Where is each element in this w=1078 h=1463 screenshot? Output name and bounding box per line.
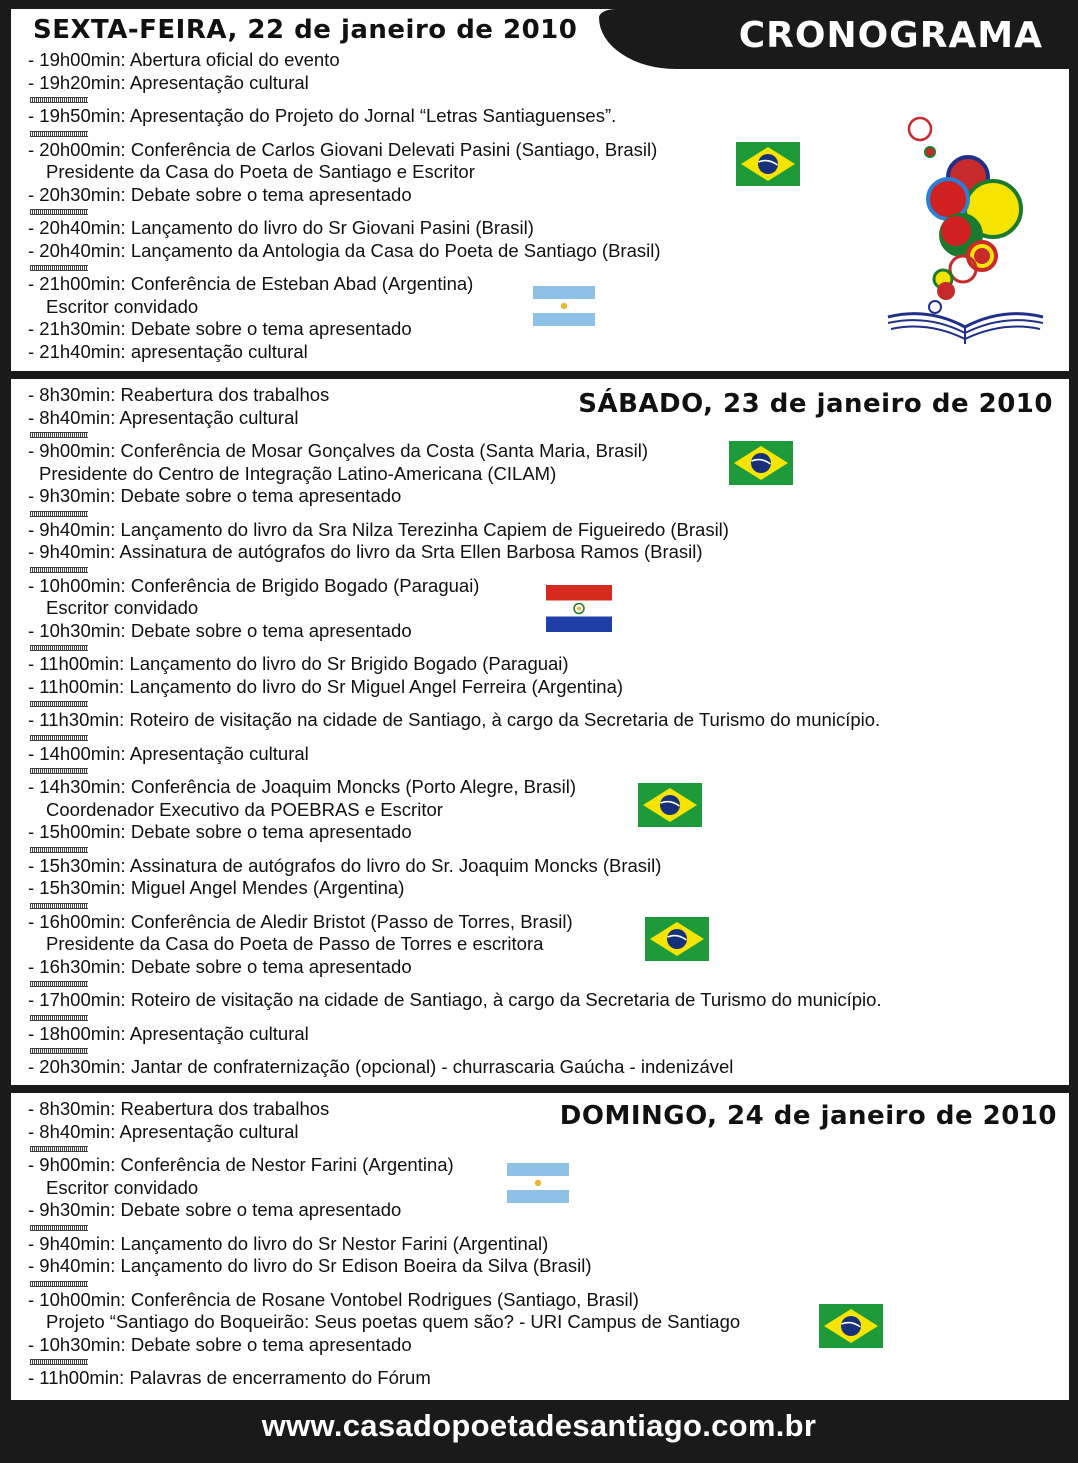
sunday-schedule bbox=[28, 1098, 740, 1390]
page-title: CRONOGRAMA bbox=[738, 15, 1043, 56]
saturday-title: SÁBADO, 23 de janeiro de 2010 bbox=[578, 389, 1053, 419]
schedule-line: Coordenador Executivo da POEBRAS e Escritor bbox=[46, 798, 443, 820]
schedule-line: Escritor convidado bbox=[46, 1176, 199, 1198]
schedule-line: - 10h30min: Debate sobre o tema apresentado bbox=[28, 619, 412, 641]
separator bbox=[28, 429, 882, 440]
book-circles-logo-icon bbox=[873, 109, 1053, 359]
brazil-flag-icon bbox=[729, 441, 793, 485]
schedule-line: - 9h00min: Conferência de Nestor Farini (Argentina) bbox=[28, 1154, 454, 1175]
argentina-flag-icon bbox=[533, 286, 595, 326]
separator bbox=[28, 844, 882, 855]
argentina-flag-icon bbox=[507, 1163, 569, 1203]
separator bbox=[28, 94, 661, 105]
schedule-line: - 20h00min: Conferência de Carlos Giovani Delevati Pasini (Santiago, Brasil) bbox=[28, 138, 658, 160]
schedule-line: Presidente do Centro de Integração Latino-Americana (CILAM) bbox=[39, 462, 557, 484]
saturday-panel bbox=[11, 379, 1069, 1085]
schedule-line: - 18h00min: Apresentação cultural bbox=[28, 1022, 309, 1044]
schedule-line: - 14h30min: Conferência de Joaquim Moncks (Porto Alegre, Brasil) bbox=[28, 776, 577, 797]
schedule-line: - 15h30min: Assinatura de autógrafos do livro do Sr. Joaquim Moncks (Brasil) bbox=[28, 854, 662, 876]
schedule-line: - 20h40min: Lançamento da Antologia da Casa do Poeta de Santiago (Brasil) bbox=[28, 239, 661, 261]
schedule-line: - 10h00min: Conferência de Brigido Bogado (Paraguai) bbox=[28, 574, 480, 596]
schedule-line: - 8h40min: Apresentação cultural bbox=[28, 1120, 299, 1142]
separator bbox=[28, 1222, 740, 1233]
schedule-line: - 21h30min: Debate sobre o tema apresentado bbox=[28, 318, 412, 339]
separator bbox=[28, 564, 882, 575]
schedule-line: Escritor convidado bbox=[46, 597, 199, 618]
schedule-line: - 10h30min: Debate sobre o tema apresentado bbox=[28, 1333, 412, 1355]
separator bbox=[28, 732, 882, 743]
schedule-line: - 16h30min: Debate sobre o tema apresentado bbox=[28, 955, 412, 977]
website-url[interactable]: www.casadopoetadesantiago.com.br bbox=[261, 1408, 817, 1443]
sunday-panel bbox=[11, 1093, 1069, 1400]
schedule-line: - 16h00min: Conferência de Aledir Bristot (Passo de Torres, Brasil) bbox=[28, 910, 573, 932]
schedule-line: - 8h30min: Reabertura dos trabalhos bbox=[28, 384, 330, 405]
schedule-line: Escritor convidado bbox=[46, 295, 199, 317]
separator bbox=[28, 978, 882, 989]
separator bbox=[28, 765, 882, 776]
schedule-line: Presidente da Casa do Poeta de Passo de Torres e escritora bbox=[46, 933, 544, 954]
schedule-line: - 9h30min: Debate sobre o tema apresentado bbox=[28, 1199, 402, 1220]
schedule-line: Projeto “Santiago do Boqueirão: Seus poetas quem são? - URI Campus de Santiago bbox=[46, 1311, 741, 1332]
brazil-flag-icon bbox=[736, 142, 800, 186]
schedule-line: - 9h40min: Lançamento do livro da Sra Nilza Terezinha Capiem de Figueiredo (Brasil) bbox=[28, 518, 729, 540]
brazil-flag-icon bbox=[638, 783, 702, 827]
separator bbox=[28, 262, 661, 273]
saturday-schedule bbox=[28, 384, 882, 1079]
schedule-line: - 19h20min: Apresentação cultural bbox=[28, 71, 309, 93]
schedule-line: - 9h40min: Lançamento do livro do Sr Edison Boeira da Silva (Brasil) bbox=[28, 1255, 592, 1276]
schedule-line: - 17h00min: Roteiro de visitação na cidade de Santiago, à cargo da Secretaria de Turismo do município. bbox=[28, 989, 882, 1010]
schedule-line: - 10h00min: Conferência de Rosane Vontobel Rodrigues (Santiago, Brasil) bbox=[28, 1288, 639, 1310]
separator bbox=[28, 1278, 740, 1289]
schedule-line: - 15h00min: Debate sobre o tema apresentado bbox=[28, 821, 412, 842]
schedule-line: - 21h40min: apresentação cultural bbox=[28, 340, 308, 362]
schedule-line: - 15h30min: Miguel Angel Mendes (Argentina) bbox=[28, 877, 405, 898]
header-banner bbox=[599, 9, 1069, 69]
separator bbox=[28, 642, 882, 653]
sunday-title: DOMINGO, 24 de janeiro de 2010 bbox=[559, 1101, 1057, 1131]
separator bbox=[28, 1045, 882, 1056]
schedule-line: - 21h00min: Conferência de Esteban Abad (Argentina) bbox=[28, 273, 474, 294]
schedule-line: - 14h00min: Apresentação cultural bbox=[28, 742, 309, 764]
schedule-line: - 20h40min: Lançamento do livro do Sr Giovani Pasini (Brasil) bbox=[28, 217, 534, 238]
schedule-line: - 9h40min: Lançamento do livro do Sr Nestor Farini (Argentinal) bbox=[28, 1232, 549, 1254]
separator bbox=[28, 1356, 740, 1367]
separator bbox=[28, 206, 661, 217]
schedule-line: - 11h00min: Lançamento do livro do Sr Brigido Bogado (Paraguai) bbox=[28, 653, 569, 674]
schedule-line: - 20h30min: Jantar de confraternização (opcional) - churrascaria Gaúcha - indenizável bbox=[28, 1056, 734, 1077]
schedule-line: - 11h30min: Roteiro de visitação na cidade de Santiago, à cargo da Secretaria de Turismo do município. bbox=[28, 709, 881, 730]
paraguay-flag-icon bbox=[546, 585, 612, 632]
separator bbox=[28, 1012, 882, 1023]
schedule-line: - 11h00min: Lançamento do livro do Sr Miguel Angel Ferreira (Argentina) bbox=[28, 675, 624, 697]
separator bbox=[28, 900, 882, 911]
schedule-line: - 19h00min: Abertura oficial do evento bbox=[28, 49, 340, 70]
separator bbox=[28, 698, 882, 709]
separator bbox=[28, 128, 661, 139]
schedule-line: - 9h40min: Assinatura de autógrafos do livro da Srta Ellen Barbosa Ramos (Brasil) bbox=[28, 541, 703, 562]
brazil-flag-icon bbox=[645, 917, 709, 961]
separator bbox=[28, 1143, 740, 1154]
schedule-line: - 19h50min: Apresentação do Projeto do Jornal “Letras Santiaguenses”. bbox=[28, 105, 617, 126]
schedule-line: - 8h30min: Reabertura dos trabalhos bbox=[28, 1098, 330, 1119]
schedule-line: - 20h30min: Debate sobre o tema apresentado bbox=[28, 183, 412, 205]
schedule-line: - 9h00min: Conferência de Mosar Gonçalves da Costa (Santa Maria, Brasil) bbox=[28, 440, 649, 461]
schedule-line: - 8h40min: Apresentação cultural bbox=[28, 406, 299, 428]
schedule-line: - 9h30min: Debate sobre o tema apresentado bbox=[28, 485, 402, 506]
separator bbox=[28, 508, 882, 519]
schedule-line: - 11h00min: Palavras de encerramento do Fórum bbox=[28, 1367, 431, 1388]
schedule-line: Presidente da Casa do Poeta de Santiago e Escritor bbox=[46, 161, 475, 182]
friday-panel bbox=[11, 9, 1069, 371]
brazil-flag-icon bbox=[819, 1304, 883, 1348]
friday-title: SEXTA-FEIRA, 22 de janeiro de 2010 bbox=[33, 15, 578, 45]
